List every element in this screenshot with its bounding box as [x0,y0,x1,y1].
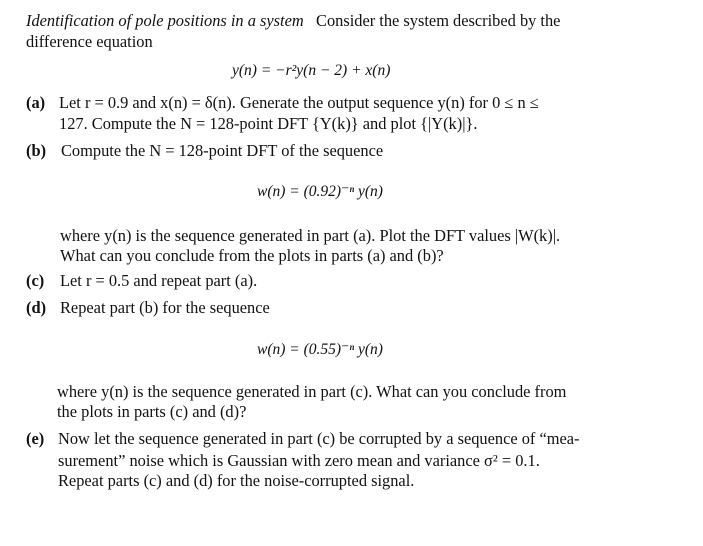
part-a-line-2: 127. Compute the N = 128-point DFT {Y(k)} and plot {|Y(k)|}. [59,114,478,133]
part-b-label: (b) [26,141,47,160]
intro-text-1: Consider the system described by the [316,11,561,30]
part-e-line-3: Repeat parts (c) and (d) for the noise-corrupted signal. [58,471,415,490]
intro-line-1 [26,11,560,31]
part-c-label: (c) [26,271,45,290]
part-d-line-1: Repeat part (b) for the sequence [60,298,270,317]
problem-title: Identification of pole positions in a system [26,11,304,30]
part-a-line-1: Let r = 0.9 and x(n) = δ(n). Generate the output sequence y(n) for 0 ≤ n ≤ [59,93,539,112]
intro-text-2: difference equation [26,32,153,51]
part-b-after-1: where y(n) is the sequence generated in part (a). Plot the DFT values |W(k)|. [60,226,561,245]
part-d-after-1: where y(n) is the sequence generated in part (c). What can you conclude from [57,382,567,401]
equation-w-b: w(n) = (0.92)⁻ⁿ y(n) [257,183,383,200]
main-equation: y(n) = −r²y(n − 2) + x(n) [232,62,391,79]
part-e-line-2: surement” noise which is Gaussian with zero mean and variance σ² = 0.1. [58,451,540,470]
part-d-after-2: the plots in parts (c) and (d)? [57,402,247,421]
part-e-line-1: Now let the sequence generated in part (c) be corrupted by a sequence of “mea- [58,429,580,448]
part-c-line-1: Let r = 0.5 and repeat part (a). [60,271,258,290]
part-e-label: (e) [26,429,45,448]
part-b-after-2: What can you conclude from the plots in parts (a) and (b)? [60,246,444,265]
part-b-line-1: Compute the N = 128-point DFT of the sequence [61,141,384,160]
equation-w-d: w(n) = (0.55)⁻ⁿ y(n) [257,341,383,358]
part-a-label: (a) [26,93,46,112]
part-d-label: (d) [26,298,47,317]
